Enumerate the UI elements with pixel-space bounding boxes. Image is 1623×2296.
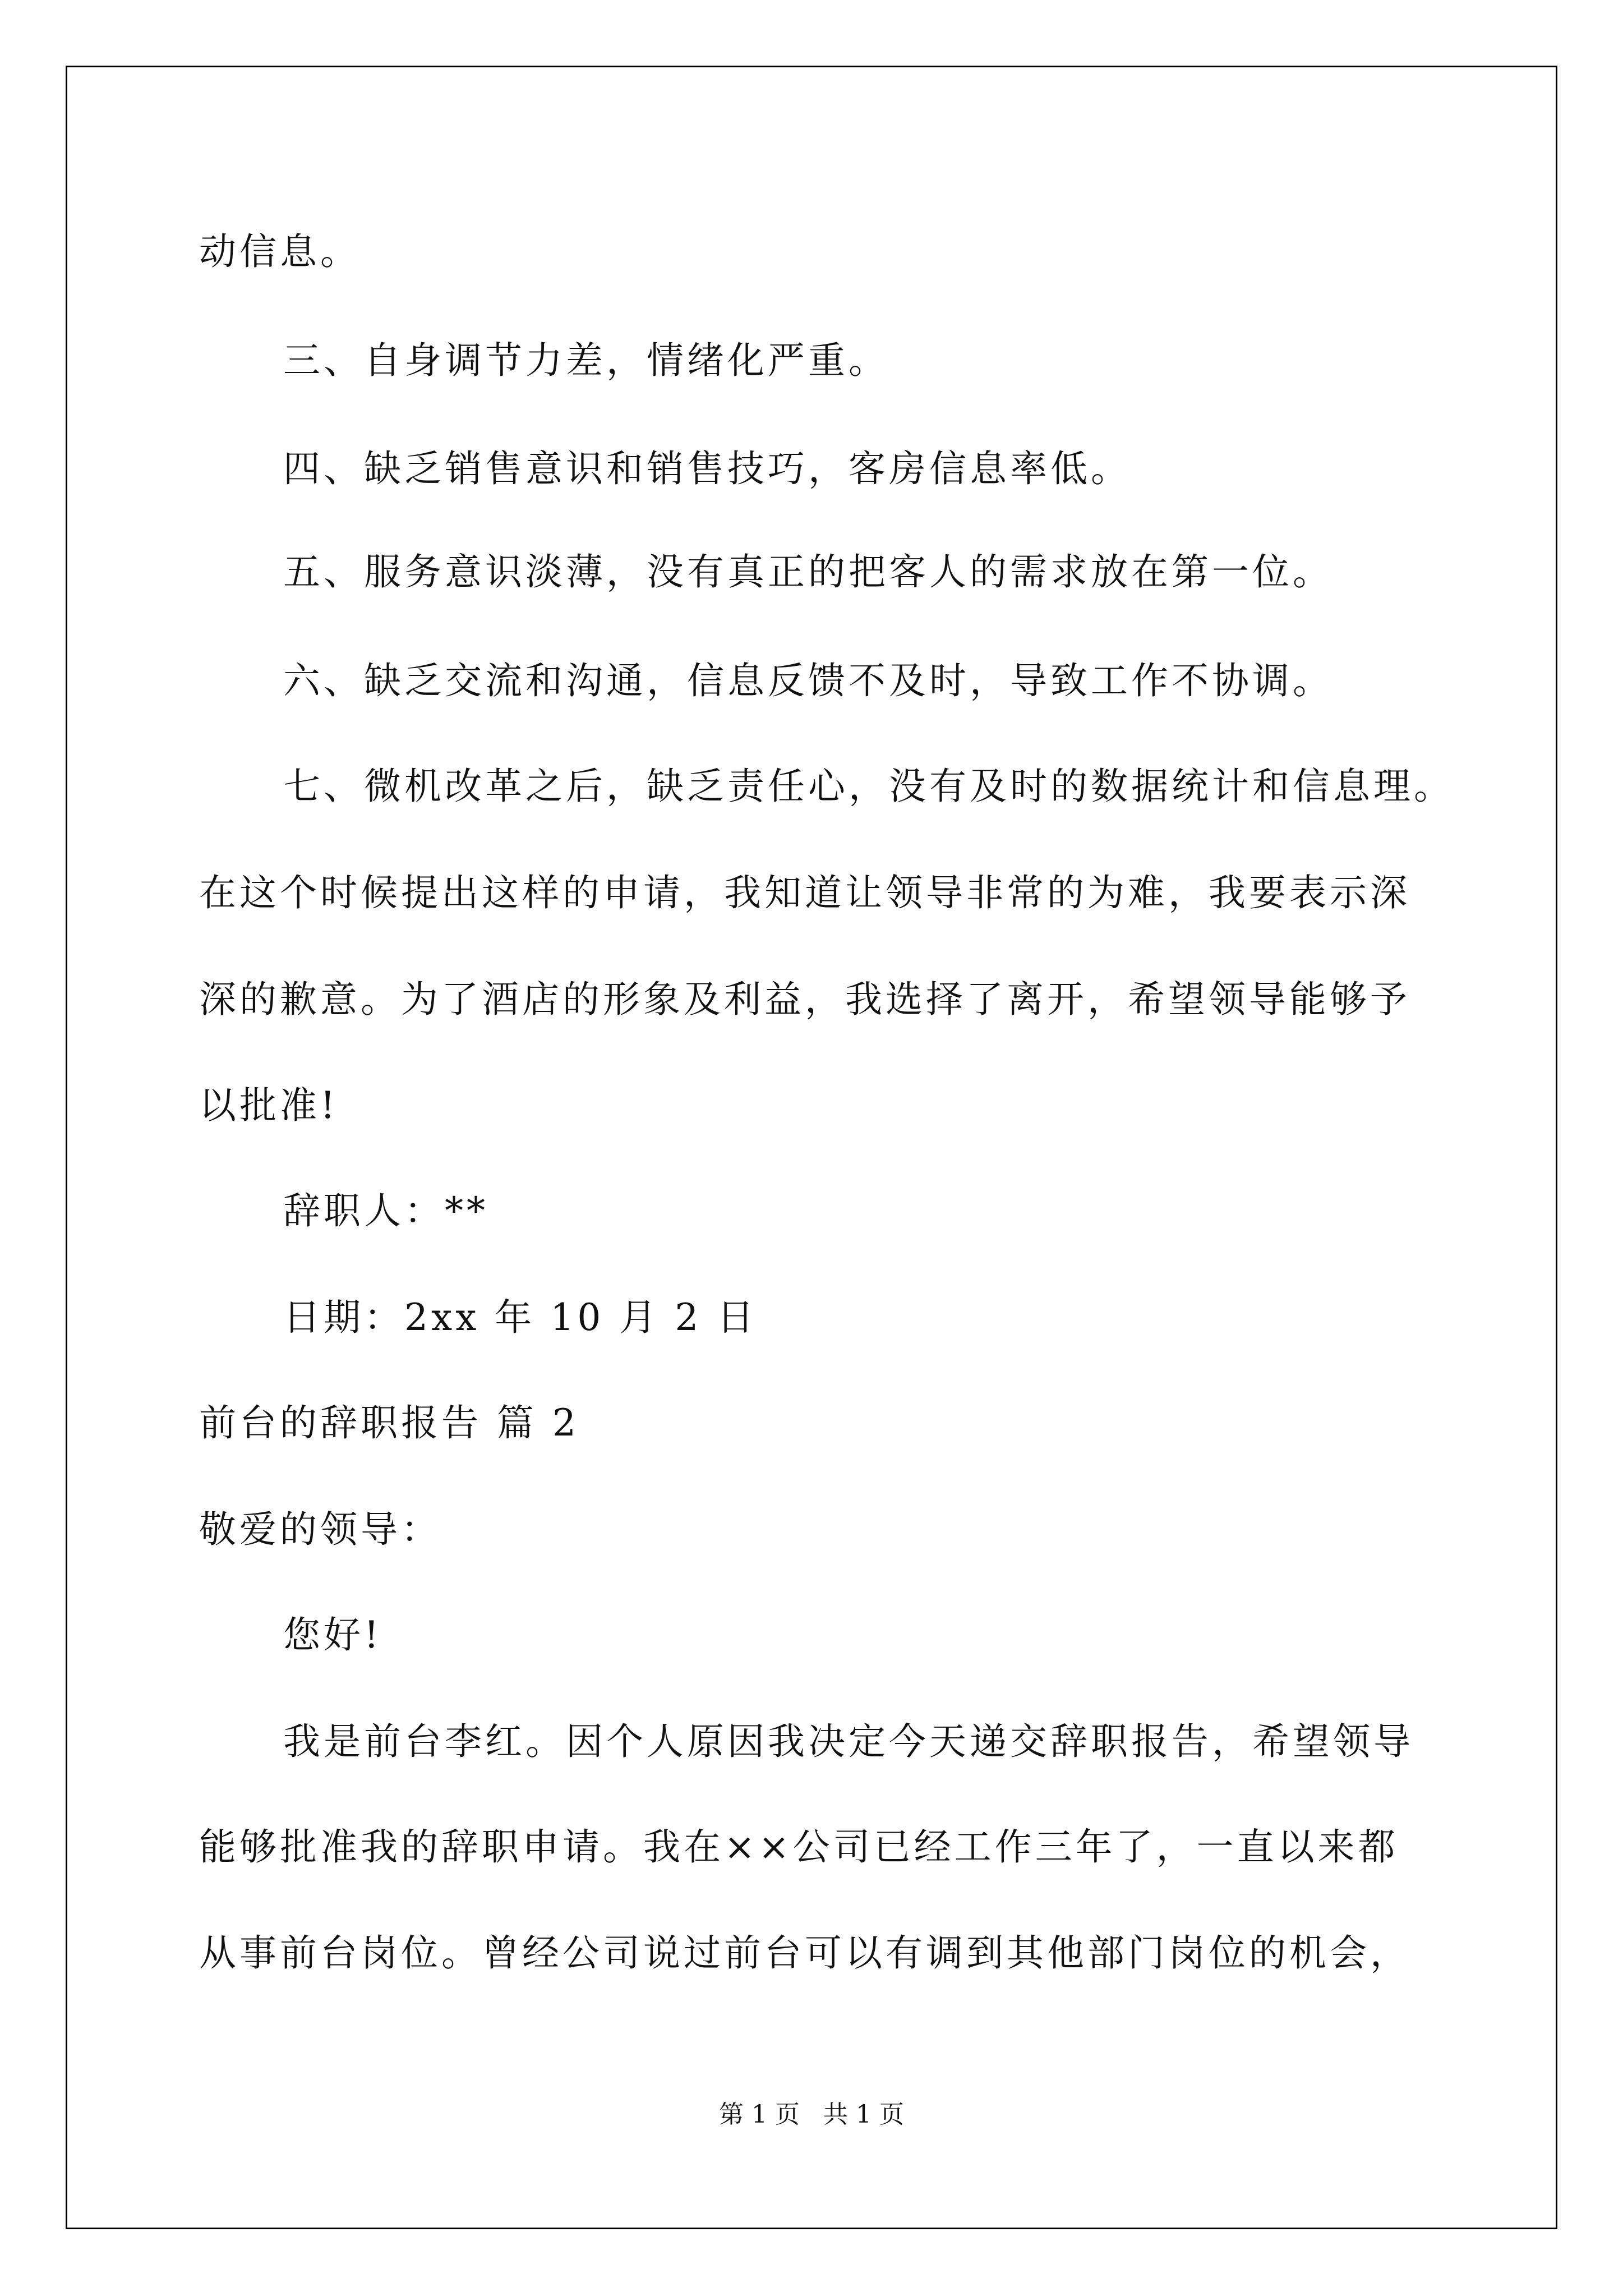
signer-line: 辞职人：** — [283, 1189, 488, 1232]
text-line: 三、自身调节力差，情绪化严重。 — [283, 339, 889, 382]
date-line: 日期：2xx 年 10 月 2 日 — [283, 1296, 758, 1339]
section-heading: 前台的辞职报告 篇 2 — [199, 1401, 579, 1444]
text-line: 从事前台岗位。曾经公司说过前台可以有调到其他部门岗位的机会， — [199, 1931, 1410, 1975]
text-line: 七、微机改革之后，缺乏责任心，没有及时的数据统计和信息理。 — [283, 765, 1454, 808]
text-line: 深的歉意。为了酒店的形象及利益，我选择了离开，希望领导能够予 — [199, 978, 1410, 1021]
text-line: 能够批准我的辞职申请。我在××公司已经工作三年了，一直以来都 — [199, 1825, 1399, 1869]
greeting: 您好! — [283, 1613, 382, 1657]
text-line: 四、缺乏销售意识和销售技巧，客房信息率低。 — [283, 447, 1131, 490]
salutation: 敬爱的领导： — [199, 1508, 441, 1551]
text-line: 以批准! — [199, 1084, 339, 1127]
text-line: 动信息。 — [199, 230, 361, 273]
page-border — [66, 66, 1557, 2229]
text-line: 六、缺乏交流和沟通，信息反馈不及时，导致工作不协调。 — [283, 659, 1333, 702]
text-line: 在这个时候提出这样的申请，我知道让领导非常的为难，我要表示深 — [199, 871, 1410, 914]
text-line: 我是前台李红。因个人原因我决定今天递交辞职报告，希望领导 — [283, 1720, 1414, 1763]
page-footer: 第 1 页 共 1 页 — [719, 2100, 904, 2129]
text-line: 五、服务意识淡薄，没有真正的把客人的需求放在第一位。 — [283, 550, 1333, 593]
